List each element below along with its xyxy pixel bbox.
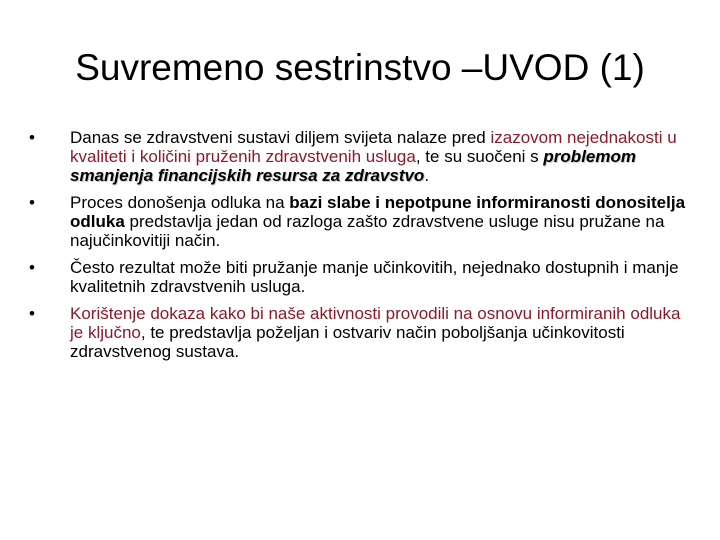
bullet-text: Danas se zdravstveni sustavi diljem svijeta nalaze pred	[70, 128, 491, 147]
bullet-list	[26, 128, 686, 369]
bullet-item	[26, 128, 686, 185]
bullet-marker: •	[29, 128, 35, 147]
slide-title: Suvremeno sestrinstvo –UVOD (1)	[75, 47, 645, 88]
bullet-text: Proces donošenja odluka na	[70, 193, 290, 212]
bullet-item	[26, 258, 686, 296]
highlighted-text: izazovom nejednakosti u kvaliteti i količini pruženih zdravstvenih usluga	[70, 128, 677, 166]
bullet-item	[26, 304, 686, 361]
emphasized-text: bazi slabe i nepotpune informiranosti donositelja odluka	[70, 193, 686, 231]
bullet-text: , te su suočeni s	[415, 147, 544, 166]
emphasized-text: problemom smanjenja financijskih resursa za zdravstvo	[70, 147, 636, 185]
bullet-text: , te predstavlja poželjan i ostvariv način poboljšanja učinkovitosti zdravstvenog sustava.	[70, 323, 625, 361]
bullet-marker: •	[29, 304, 35, 323]
bullet-text: predstavlja jedan od razloga zašto zdravstvene usluge nisu pružane na najučinkovitiji način.	[70, 212, 665, 250]
bullet-marker: •	[29, 258, 35, 277]
bullet-item	[26, 193, 686, 250]
bullet-text: Često rezultat može biti pružanje manje učinkovitih, nejednako dostupnih i manje kvalitetnih zdravstvenih usluga.	[70, 258, 679, 296]
bullet-text: .	[424, 166, 430, 185]
highlighted-text: Korištenje dokaza kako bi naše aktivnosti provodili na osnovu informiranih odluka je ključno	[70, 304, 681, 342]
bullet-marker: •	[29, 193, 35, 212]
